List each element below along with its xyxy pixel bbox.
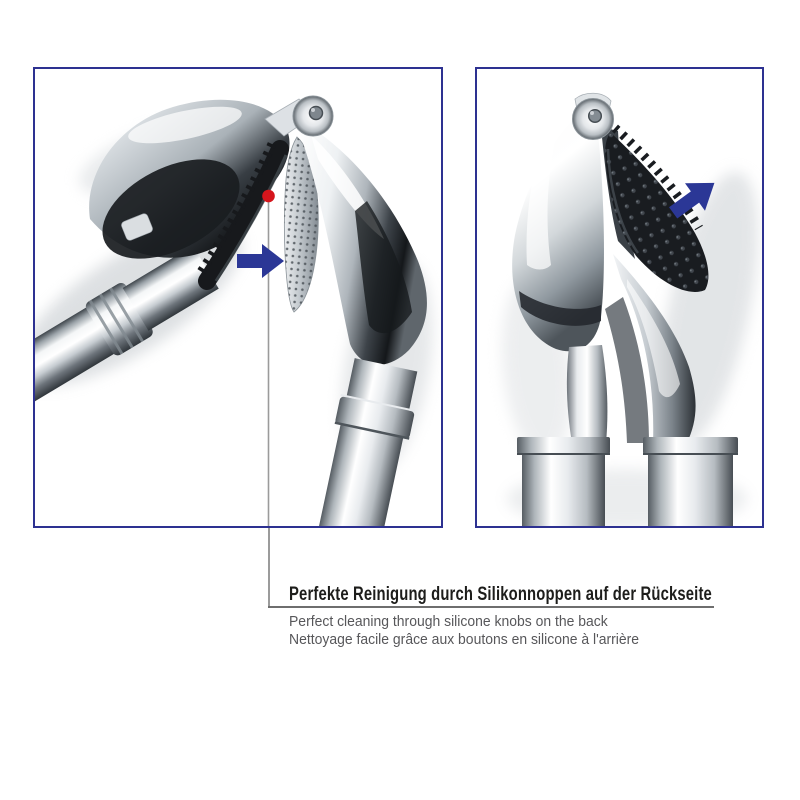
left-handle [517, 437, 610, 526]
red-dot-marker [262, 190, 275, 203]
callout-line [268, 528, 270, 607]
right-handle [643, 437, 738, 526]
press-back-photo [477, 69, 762, 526]
pivot-joint [573, 93, 614, 139]
caption-title-de: Perfekte Reinigung durch Silikonnoppen auf der Rückseite [289, 584, 712, 605]
caption-line-en: Perfect cleaning through silicone knobs on the back [289, 613, 608, 630]
left-panel-open-press [33, 67, 443, 528]
pivot-pin [310, 107, 323, 120]
caption-rule [268, 606, 714, 608]
caption-line-fr: Nettoyage facile grâce aux boutons en silicone à l'arrière [289, 631, 640, 648]
open-press-photo [35, 69, 441, 526]
right-panel-press-back [475, 67, 764, 528]
